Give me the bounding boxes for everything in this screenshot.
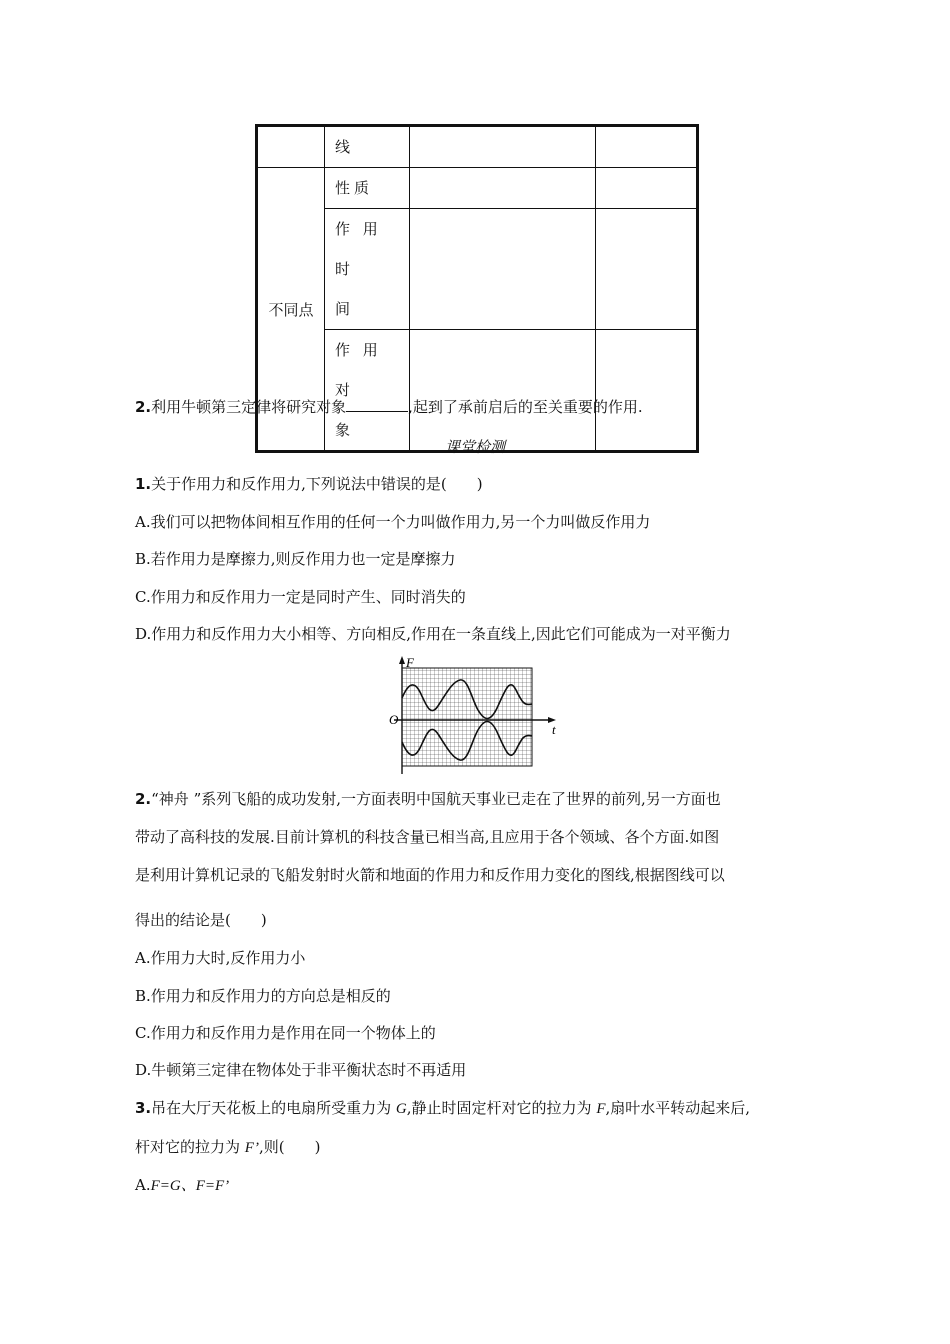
graph-grid (402, 668, 532, 766)
cell-line: 作 用 对 (335, 341, 382, 399)
q1-option-d: D.作用力和反作用力大小相等、方向相反,作用在一条直线上,因此它们可能成为一对平衡力 (135, 625, 731, 643)
cell-line: 作 用 时 (335, 220, 382, 278)
table-cell: 性质 (325, 168, 410, 209)
question-text: ,扇叶水平转动起来后, (605, 1099, 751, 1117)
answer-blank[interactable] (346, 397, 408, 412)
table-row (257, 168, 698, 209)
cell-line: 间 (335, 300, 355, 318)
y-axis-label: F (406, 655, 414, 670)
force-time-graph (386, 654, 566, 776)
q2-option-c: C.作用力和反作用力是作用在同一个物体上的 (135, 1024, 436, 1042)
question-text: 吊在大厅天花板上的电扇所受重力为 (151, 1099, 396, 1117)
table-group-label: 不同点 (257, 168, 325, 452)
table-cell (257, 126, 325, 168)
q1-option-b: B.若作用力是摩擦力,则反作用力也一定是摩擦力 (135, 550, 456, 568)
question-number: 2. (135, 398, 152, 416)
question-text: “神舟 ”系列飞船的成功发射,一方面表明中国航天事业已走在了世界的前列,另一方面也 (151, 790, 721, 808)
table-row (257, 126, 698, 168)
table-cell (596, 168, 698, 209)
question-text: 杆对它的拉力为 (135, 1138, 245, 1156)
q1-option-c: C.作用力和反作用力一定是同时产生、同时消失的 (135, 588, 466, 606)
question-text: 关于作用力和反作用力,下列说法中错误的是( ) (151, 475, 483, 493)
question-pre-2 (135, 396, 643, 417)
option-prefix: A. (135, 1176, 151, 1194)
question-text: ,静止时固定杆对它的拉力为 (406, 1099, 597, 1117)
table-cell (325, 209, 410, 330)
q2-stem-line-3: 是利用计算机记录的飞船发射时火箭和地面的作用力和反作用力变化的图线,根据图线可以 (135, 866, 725, 884)
q2-stem-line-2: 带动了高科技的发展.目前计算机的科技含量已相当高,且应用于各个领域、各个方面.如图 (135, 828, 720, 846)
variable-f: F (596, 1101, 606, 1117)
table-cell (596, 209, 698, 330)
q3-stem-line-1 (135, 1097, 750, 1118)
q3-option-a (135, 1174, 229, 1195)
q2-option-a: A.作用力大时,反作用力小 (135, 949, 306, 967)
variable-g: G (395, 1101, 407, 1117)
table-cell (410, 126, 596, 168)
variable-f-prime: F’ (244, 1140, 259, 1156)
x-axis-label: t (552, 722, 556, 737)
q2-option-b: B.作用力和反作用力的方向总是相反的 (135, 987, 391, 1005)
table-cell (325, 330, 410, 452)
option-expression: F=G、F=F’ (150, 1178, 230, 1194)
q3-stem-line-2 (135, 1136, 320, 1157)
q1-option-a: A.我们可以把物体间相互作用的任何一个力叫做作用力,另一个力叫做反作用力 (135, 513, 651, 531)
question-number: 2. (135, 790, 152, 808)
q1-stem (135, 473, 483, 494)
table-cell (410, 330, 596, 452)
question-number: 1. (135, 475, 152, 493)
question-text: ,则( ) (258, 1138, 321, 1156)
table-cell (596, 126, 698, 168)
cell-line: 象 (335, 421, 355, 439)
y-axis-arrow-icon (399, 656, 405, 664)
question-number: 3. (135, 1099, 152, 1117)
table-cell: 线 (325, 126, 410, 168)
table-cell (410, 209, 596, 330)
question-text: 利用牛顿第三定律将研究对象 (151, 398, 347, 416)
q2-stem-line-4: 得出的结论是( ) (135, 911, 267, 929)
table-cell (596, 330, 698, 452)
table-cell (410, 168, 596, 209)
question-text: ,起到了承前启后的至关重要的作用. (408, 398, 643, 416)
section-title: 课堂检测 (444, 438, 505, 456)
origin-label: O (389, 712, 399, 727)
q2-option-d: D.牛顿第三定律在物体处于非平衡状态时不再适用 (135, 1061, 467, 1079)
q2-stem-line-1 (135, 788, 721, 809)
